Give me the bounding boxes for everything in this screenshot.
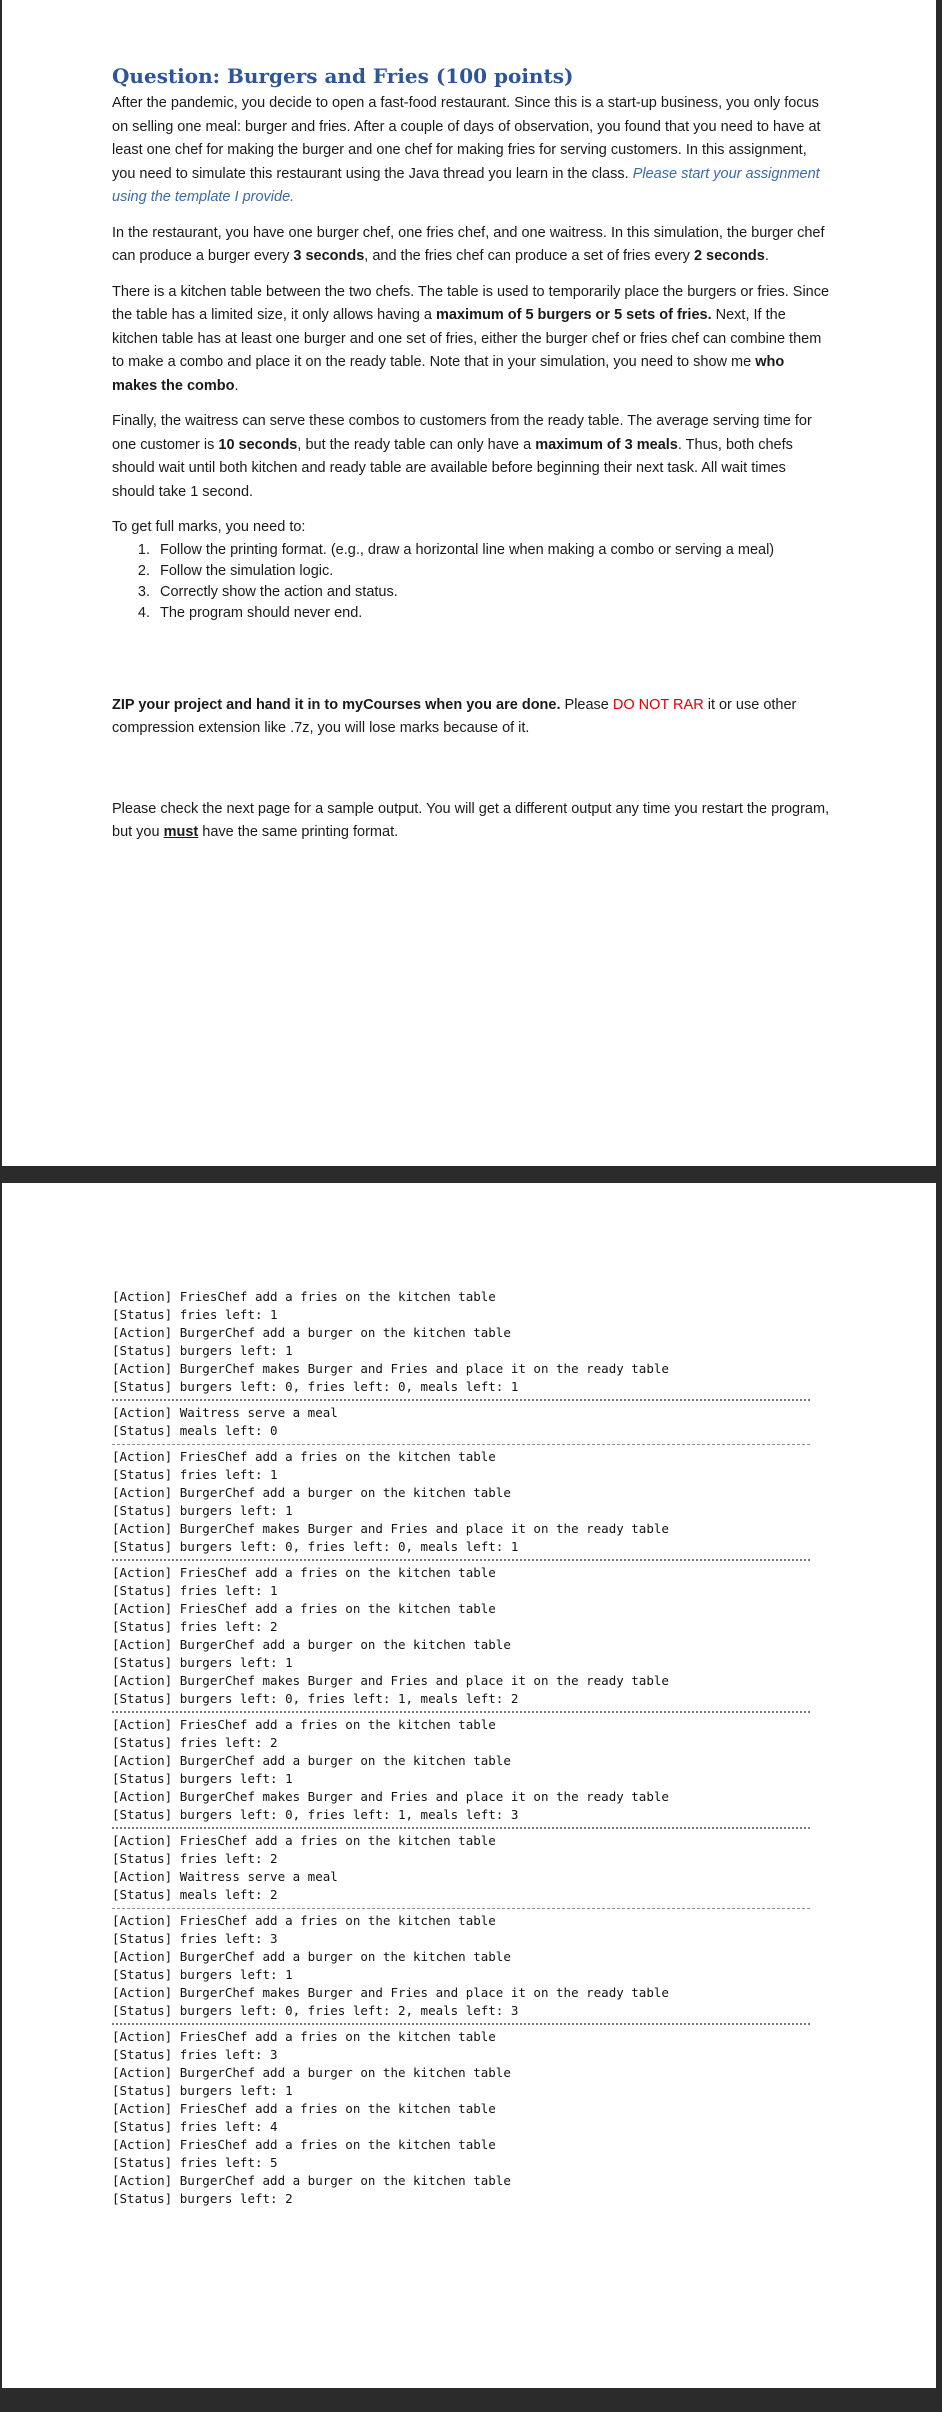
console-line: [Action] FriesChef add a fries on the kitchen table <box>112 2137 496 2152</box>
requirement-item: 3. Correctly show the action and status. <box>154 582 832 603</box>
sample-output <box>112 1288 810 2208</box>
console-line: [Action] FriesChef add a fries on the kitchen table <box>112 1449 496 1464</box>
console-line: [Action] BurgerChef add a burger on the kitchen table <box>112 1485 511 1500</box>
console-line: [Action] FriesChef add a fries on the kitchen table <box>112 2101 496 2116</box>
serve-separator <box>112 1440 810 1448</box>
console-line: [Status] fries left: 2 <box>112 1735 278 1750</box>
console-line: [Action] Waitress serve a meal <box>112 1405 338 1420</box>
console-line: [Status] fries left: 3 <box>112 1931 278 1946</box>
console-line: [Action] BurgerChef makes Burger and Fries and place it on the ready table <box>112 1361 669 1376</box>
console-line: [Action] BurgerChef add a burger on the kitchen table <box>112 1949 511 1964</box>
console-line: [Status] burgers left: 0, fries left: 0, meals left: 1 <box>112 1539 519 1554</box>
console-line: [Action] BurgerChef add a burger on the kitchen table <box>112 2065 511 2080</box>
kitchen-table-paragraph: There is a kitchen table between the two chefs. The table is used to temporarily place the burgers or fries. Since the table has a limited size, it only allows having a maximum of 5 burgers or 5 sets of fries. Next, If the kitchen table has at least one burger and one set of fries, either the burger chef or fries chef can combine them to make a combo and place it on the ready table. Note that in your simulation, you need to show me who makes the combo. <box>112 283 830 394</box>
console-line: [Status] meals left: 0 <box>112 1423 278 1438</box>
console-line: [Status] burgers left: 1 <box>112 1503 293 1518</box>
zip-instructions: ZIP your project and hand it in to myCourses when you are done. Please DO NOT RAR it or use other compression extension like .7z, you will lose marks because of it. <box>112 696 797 736</box>
serve-separator <box>112 1904 810 1912</box>
console-line: [Action] FriesChef add a fries on the kitchen table <box>112 2029 496 2044</box>
console-line: [Status] burgers left: 0, fries left: 2, meals left: 3 <box>112 2003 519 2018</box>
console-line: [Status] burgers left: 1 <box>112 1967 293 1982</box>
console-line: [Action] BurgerChef add a burger on the kitchen table <box>112 2173 511 2188</box>
console-line: [Status] fries left: 1 <box>112 1467 278 1482</box>
console-line: [Status] burgers left: 1 <box>112 1343 293 1358</box>
console-line: [Status] fries left: 1 <box>112 1583 278 1598</box>
requirement-item: 4. The program should never end. <box>154 603 832 624</box>
combo-separator <box>112 1556 810 1564</box>
console-line: [Status] meals left: 2 <box>112 1887 278 1902</box>
console-line: [Action] FriesChef add a fries on the kitchen table <box>112 1565 496 1580</box>
template-note: Please start your assignment using the template I provide. <box>112 165 820 205</box>
console-line: [Action] BurgerChef makes Burger and Fries and place it on the ready table <box>112 1521 669 1536</box>
console-line: [Status] burgers left: 0, fries left: 1, meals left: 2 <box>112 1691 519 1706</box>
console-line: [Action] BurgerChef makes Burger and Fries and place it on the ready table <box>112 1789 669 1804</box>
combo-separator <box>112 1396 810 1404</box>
console-line: [Action] Waitress serve a meal <box>112 1869 338 1884</box>
chefs-paragraph: In the restaurant, you have one burger chef, one fries chef, and one waitress. In this simulation, the burger chef can produce a burger every 3 seconds, and the fries chef can produce a set of fries every 2 seconds. <box>112 224 825 264</box>
sample-note: Please check the next page for a sample output. You will get a different output any time you restart the program, but you must have the same printing format. <box>112 800 830 840</box>
console-line: [Status] fries left: 1 <box>112 1307 278 1322</box>
requirements-list <box>112 540 832 624</box>
console-line: [Action] FriesChef add a fries on the kitchen table <box>112 1717 496 1732</box>
console-line: [Action] FriesChef add a fries on the kitchen table <box>112 1913 496 1928</box>
console-line: [Action] BurgerChef makes Burger and Fries and place it on the ready table <box>112 1985 669 2000</box>
console-line: [Status] fries left: 4 <box>112 2119 278 2134</box>
console-line: [Status] burgers left: 0, fries left: 1, meals left: 3 <box>112 1807 519 1822</box>
console-line: [Status] fries left: 5 <box>112 2155 278 2170</box>
do-not-rar-warning: DO NOT RAR <box>612 696 704 713</box>
question-title: Question: Burgers and Fries (100 points) <box>112 64 574 88</box>
console-line: [Action] BurgerChef makes Burger and Fries and place it on the ready table <box>112 1673 669 1688</box>
console-line: [Status] burgers left: 2 <box>112 2191 293 2206</box>
requirement-item: 1. Follow the printing format. (e.g., draw a horizontal line when making a combo or serving a meal) <box>154 540 832 561</box>
document-page-2 <box>2 1183 936 2388</box>
console-line: [Status] fries left: 2 <box>112 1619 278 1634</box>
combo-separator <box>112 1708 810 1716</box>
console-line: [Status] burgers left: 1 <box>112 1655 293 1670</box>
document-page-1 <box>2 0 936 1166</box>
console-line: [Status] burgers left: 1 <box>112 2083 293 2098</box>
console-line: [Action] BurgerChef add a burger on the kitchen table <box>112 1637 511 1652</box>
waitress-paragraph: Finally, the waitress can serve these combos to customers from the ready table. The average serving time for one customer is 10 seconds, but the ready table can only have a maximum of 3 meals. Thus, both chefs should wait until both kitchen and ready table are available before beginning their next task. All wait times should take 1 second. <box>112 413 812 500</box>
assignment-text <box>112 64 832 857</box>
intro-paragraph: After the pandemic, you decide to open a fast-food restaurant. Since this is a start-up business, you only focus on selling one meal: burger and fries. After a couple of days of observation, you found that you need to have at least one chef for making the burger and one chef for making fries for serving customers. In this assignment, you need to simulate this restaurant using the Java thread you learn in the class. Please start your assignment using the template I provide. <box>112 95 821 205</box>
console-line: [Action] BurgerChef add a burger on the kitchen table <box>112 1753 511 1768</box>
console-line: [Action] FriesChef add a fries on the kitchen table <box>112 1833 496 1848</box>
combo-separator <box>112 2020 810 2028</box>
combo-separator <box>112 1824 810 1832</box>
console-line: [Action] FriesChef add a fries on the kitchen table <box>112 1601 496 1616</box>
console-line: [Status] burgers left: 0, fries left: 0, meals left: 1 <box>112 1379 519 1394</box>
marks-intro: To get full marks, you need to: <box>112 519 306 535</box>
console-line: [Status] burgers left: 1 <box>112 1771 293 1786</box>
console-line: [Status] fries left: 3 <box>112 2047 278 2062</box>
requirement-item: 2. Follow the simulation logic. <box>154 561 832 582</box>
console-line: [Action] FriesChef add a fries on the kitchen table <box>112 1289 496 1304</box>
console-line: [Status] fries left: 2 <box>112 1851 278 1866</box>
console-line: [Action] BurgerChef add a burger on the kitchen table <box>112 1325 511 1340</box>
